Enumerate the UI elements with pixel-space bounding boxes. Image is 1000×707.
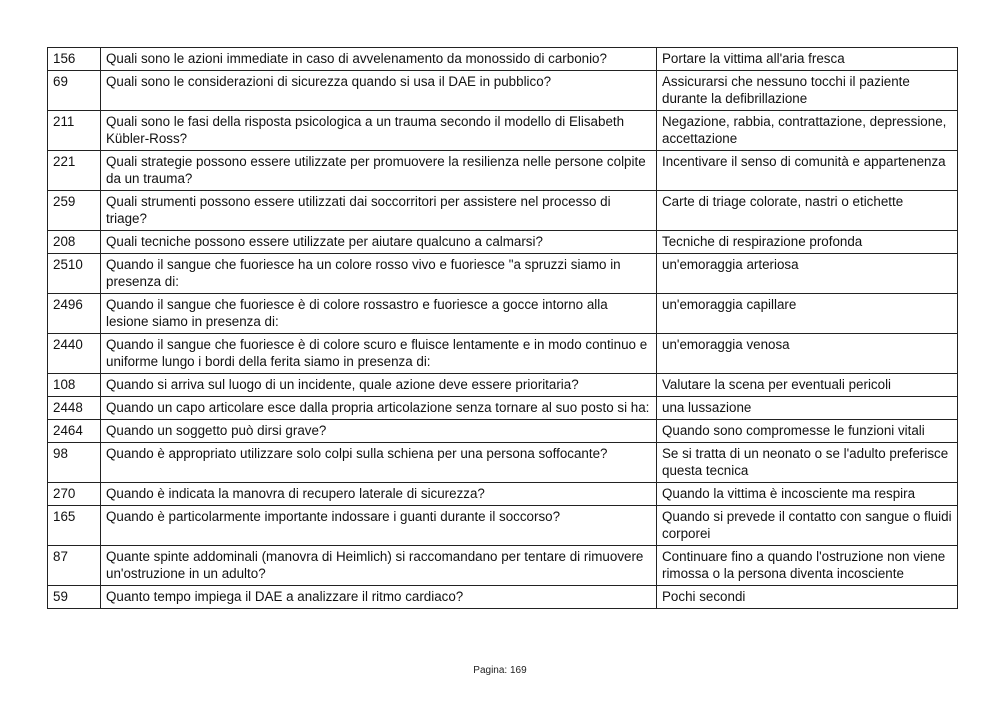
answer-text: Incentivare il senso di comunità e appartenenza	[657, 151, 958, 191]
question-text: Quante spinte addominali (manovra di Heimlich) si raccomandano per tentare di rimuovere un'ostruzione in un adulto?	[101, 546, 657, 586]
question-text: Quali strategie possono essere utilizzate per promuovere la resilienza nelle persone colpite da un trauma?	[101, 151, 657, 191]
table-row	[48, 48, 958, 71]
question-text: Quali strumenti possono essere utilizzati dai soccorritori per assistere nel processo di triage?	[101, 191, 657, 231]
question-text: Quando si arriva sul luogo di un incidente, quale azione deve essere prioritaria?	[101, 374, 657, 397]
qa-table-body	[48, 48, 958, 609]
question-id: 221	[48, 151, 101, 191]
table-row	[48, 374, 958, 397]
table-row	[48, 254, 958, 294]
answer-text: un'emoraggia venosa	[657, 334, 958, 374]
question-text: Quando il sangue che fuoriesce ha un colore rosso vivo e fuoriesce "a spruzzi siamo in presenza di:	[101, 254, 657, 294]
table-row	[48, 334, 958, 374]
question-text: Quando è indicata la manovra di recupero laterale di sicurezza?	[101, 483, 657, 506]
question-id: 2440	[48, 334, 101, 374]
answer-text: Se si tratta di un neonato o se l'adulto preferisce questa tecnica	[657, 443, 958, 483]
question-id: 69	[48, 71, 101, 111]
question-text: Quali tecniche possono essere utilizzate per aiutare qualcuno a calmarsi?	[101, 231, 657, 254]
answer-text: Valutare la scena per eventuali pericoli	[657, 374, 958, 397]
answer-text: Portare la vittima all'aria fresca	[657, 48, 958, 71]
question-id: 2464	[48, 420, 101, 443]
question-text: Quali sono le fasi della risposta psicologica a un trauma secondo il modello di Elisabeth Kübler-Ross?	[101, 111, 657, 151]
table-row	[48, 111, 958, 151]
table-row	[48, 231, 958, 254]
question-id: 211	[48, 111, 101, 151]
question-id: 59	[48, 586, 101, 609]
question-id: 259	[48, 191, 101, 231]
table-row	[48, 294, 958, 334]
table-row	[48, 191, 958, 231]
question-id: 270	[48, 483, 101, 506]
answer-text: Quando si prevede il contatto con sangue o fluidi corporei	[657, 506, 958, 546]
table-row	[48, 420, 958, 443]
answer-text: una lussazione	[657, 397, 958, 420]
answer-text: Assicurarsi che nessuno tocchi il paziente durante la defibrillazione	[657, 71, 958, 111]
table-row	[48, 546, 958, 586]
question-text: Quanto tempo impiega il DAE a analizzare il ritmo cardiaco?	[101, 586, 657, 609]
question-id: 108	[48, 374, 101, 397]
question-text: Quando il sangue che fuoriesce è di colore rossastro e fuoriesce a gocce intorno alla lesione siamo in presenza di:	[101, 294, 657, 334]
question-text: Quali sono le azioni immediate in caso di avvelenamento da monossido di carbonio?	[101, 48, 657, 71]
answer-text: Quando la vittima è incosciente ma respira	[657, 483, 958, 506]
qa-table	[47, 47, 958, 609]
table-row	[48, 71, 958, 111]
page-number: Pagina: 169	[473, 665, 527, 676]
answer-text: Quando sono compromesse le funzioni vitali	[657, 420, 958, 443]
answer-text: Negazione, rabbia, contrattazione, depressione, accettazione	[657, 111, 958, 151]
table-row	[48, 397, 958, 420]
question-id: 208	[48, 231, 101, 254]
question-id: 156	[48, 48, 101, 71]
question-id: 87	[48, 546, 101, 586]
question-text: Quando è particolarmente importante indossare i guanti durante il soccorso?	[101, 506, 657, 546]
question-text: Quando un capo articolare esce dalla propria articolazione senza tornare al suo posto si ha:	[101, 397, 657, 420]
question-id: 165	[48, 506, 101, 546]
table-row	[48, 586, 958, 609]
table-row	[48, 506, 958, 546]
table-row	[48, 151, 958, 191]
answer-text: un'emoraggia capillare	[657, 294, 958, 334]
answer-text: Tecniche di respirazione profonda	[657, 231, 958, 254]
answer-text: Pochi secondi	[657, 586, 958, 609]
table-row	[48, 483, 958, 506]
answer-text: un'emoraggia arteriosa	[657, 254, 958, 294]
question-id: 2496	[48, 294, 101, 334]
question-text: Quando il sangue che fuoriesce è di colore scuro e fluisce lentamente e in modo continuo e uniforme lungo i bordi della ferita siamo in presenza di:	[101, 334, 657, 374]
question-id: 2448	[48, 397, 101, 420]
question-text: Quali sono le considerazioni di sicurezza quando si usa il DAE in pubblico?	[101, 71, 657, 111]
question-text: Quando è appropriato utilizzare solo colpi sulla schiena per una persona soffocante?	[101, 443, 657, 483]
question-id: 98	[48, 443, 101, 483]
answer-text: Carte di triage colorate, nastri o etichette	[657, 191, 958, 231]
answer-text: Continuare fino a quando l'ostruzione non viene rimossa o la persona diventa incosciente	[657, 546, 958, 586]
question-text: Quando un soggetto può dirsi grave?	[101, 420, 657, 443]
table-row	[48, 443, 958, 483]
question-id: 2510	[48, 254, 101, 294]
